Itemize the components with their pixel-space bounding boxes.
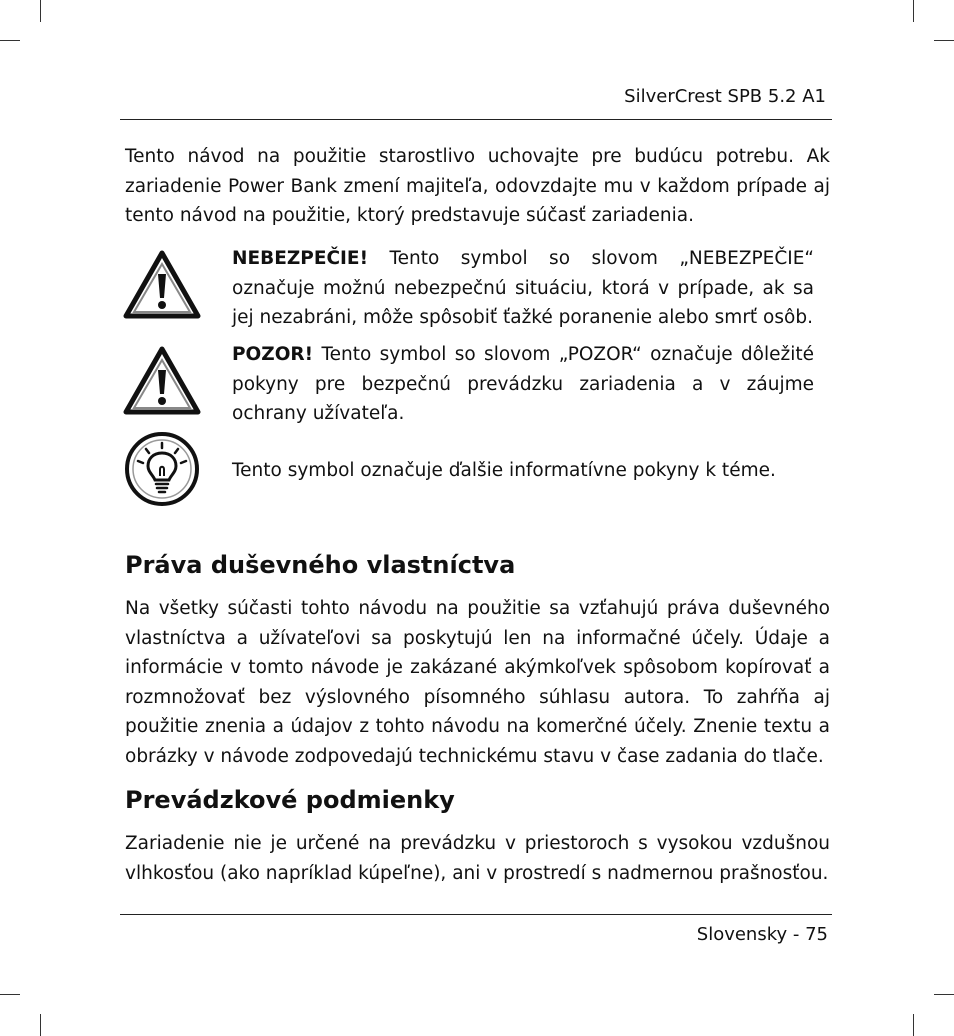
danger-label: NEBEZPEČIE! xyxy=(232,248,369,269)
page-number: Slovensky - 75 xyxy=(696,924,828,945)
danger-notice xyxy=(232,244,814,333)
section-paragraph: Na všetky súčasti tohto návodu na použitie sa vzťahujú práva duševného vlastníctva a užívateľovi sa poskytujú len na informačné účely. Údaje a informácie v tomto návode je zakázané akýmkoľvek spôsobom kopírovať a rozmnožovať bez výslovného písomného súhlasu autora. To zahŕňa aj použitie znenia a údajov z tohto návodu na komerčné účely. Znenie textu a obrázky v návode zodpovedajú technickému stavu v čase zadania do tlače. xyxy=(125,598,830,767)
crop-mark xyxy=(913,0,914,22)
header-rule xyxy=(120,119,832,120)
crop-mark xyxy=(934,40,954,41)
warning-triangle-icon xyxy=(123,346,201,416)
lightbulb-icon xyxy=(124,431,200,507)
footer-rule xyxy=(120,914,832,915)
danger-text: Tento symbol so slovom „NEBEZPEČIE“ označuje možnú nebezpečnú situáciu, ktorá v prípade, ak sa jej nezabráni, môže spôsobiť ťažké poranenie alebo smrť osôb. xyxy=(232,248,814,328)
crop-mark xyxy=(934,994,954,995)
section-heading: Prevádzkové podmienky xyxy=(125,786,455,814)
caution-label: POZOR! xyxy=(232,344,314,365)
warning-triangle-icon xyxy=(123,250,201,320)
crop-mark xyxy=(40,0,41,22)
intro-paragraph: Tento návod na použitie starostlivo uchovajte pre budúcu potrebu. Ak zariadenie Power Bank zmení majiteľa, odovzdajte mu v každom prípade aj tento návod na použitie, ktorý predstavuje súčasť zariadenia. xyxy=(125,146,830,226)
running-header: SilverCrest SPB 5.2 A1 xyxy=(624,86,826,107)
section-paragraph: Zariadenie nie je určené na prevádzku v priestoroch s vysokou vzdušnou vlhkosťou (ako napríklad kúpeľne), ani v prostredí s nadmernou prašnosťou. xyxy=(125,833,830,884)
crop-mark xyxy=(0,40,20,41)
caution-text: Tento symbol so slovom „POZOR“ označuje dôležité pokyny pre bezpečnú prevádzku zariadenia a v záujme ochrany užívateľa. xyxy=(232,344,814,424)
section-heading: Práva duševného vlastníctva xyxy=(125,551,516,579)
crop-mark xyxy=(40,1014,41,1036)
info-text: Tento symbol označuje ďalšie informatívne pokyny k téme. xyxy=(232,460,776,481)
crop-mark xyxy=(913,1014,914,1036)
caution-notice xyxy=(232,340,814,429)
crop-mark xyxy=(0,994,20,995)
